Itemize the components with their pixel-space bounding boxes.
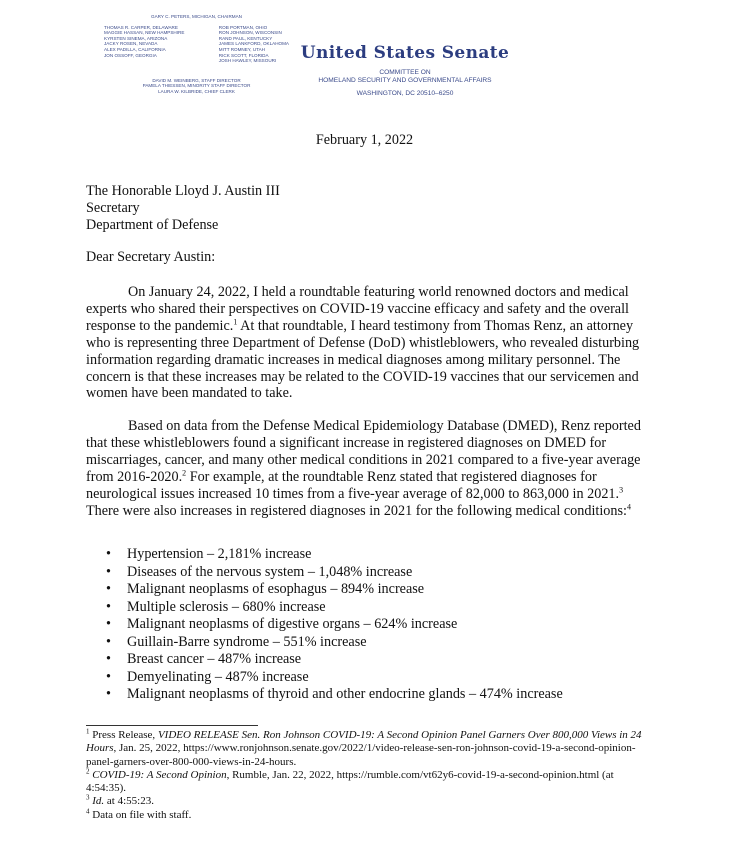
member-name: JAMES LANKFORD, OKLAHOMA	[218, 41, 289, 47]
paragraph-text: Based on data from the Defense Medical Epidemiology Database (DMED), Renz reported that these whistleblowers found a significant increase in registered diagnoses on DMED for miscarriages, cancer, and many other medical conditions in 2021 compared to a five-year average from 2016-2020.	[86, 418, 641, 485]
list-item-text: Diseases of the nervous system – 1,048% increase	[127, 563, 413, 580]
footnote-number: 3	[86, 793, 90, 802]
footnote-number: 4	[86, 807, 90, 816]
member-name: JACKY ROSEN, NEVADA	[104, 41, 158, 47]
footnote-ref-3[interactable]: 3	[619, 484, 624, 494]
list-item	[106, 581, 563, 599]
list-item-text: Malignant neoplasms of digestive organs – 624% increase	[127, 616, 458, 632]
footnote-text: Press Release,	[89, 729, 158, 741]
staff-name: PAMELA THIESSEN, MINORITY STAFF DIRECTOR	[142, 83, 251, 89]
footnote-ref-2[interactable]: 2	[182, 467, 187, 477]
footnote-link[interactable]: , Jan. 25, 2022, https://www.ronjohnson.senate.gov/2022/1/video-release-sen-ron-johnson-covid-19-a-second-opinion-panel-garners-over-800-000-views-in-24-hours.	[86, 742, 636, 768]
addressee-department: Department of Defense	[86, 216, 219, 233]
senate-name: United States Senate	[300, 43, 510, 63]
staff-name: DAVID M. WEINBERG, STAFF DIRECTOR	[152, 77, 241, 83]
footnotes	[86, 729, 656, 822]
list-item-text: Malignant neoplasms of esophagus – 894% increase	[127, 581, 425, 597]
member-name: RAND PAUL, KENTUCKY	[218, 35, 273, 41]
addressee-block	[86, 183, 280, 234]
list-item	[106, 669, 563, 687]
list-item	[106, 546, 563, 564]
paragraph-text: At that roundtable, I heard testimony from Thomas Renz, an attorney who is representing three Department of Defense (DoD) whistleblowers, who revealed disturbing information regarding dramatic increases in medical diagnoses among military personnel. The concern is that these increases may be related to the COVID-19 vaccines that our servicemen and women have been mandated to take.	[86, 317, 640, 402]
committee-address: WASHINGTON, DC 20510–6250	[356, 89, 454, 97]
member-name: JON OSSOFF, GEORGIA	[104, 52, 157, 58]
footnote-3	[86, 795, 656, 808]
senate-letterhead	[300, 43, 510, 97]
footnote-title: VIDEO RELEASE Sen. Ron Johnson COVID-19: A Second Opinion Panel Garners Over 800,000 Views in 24 Hours	[86, 729, 642, 755]
member-name: RICK SCOTT, FLORIDA	[218, 52, 269, 58]
footnote-text: at 4:55:23.	[104, 795, 154, 808]
footnote-text: Data on file with staff.	[89, 808, 192, 821]
footnote-number: 1	[86, 727, 90, 736]
bullet-icon: •	[106, 651, 111, 667]
member-name: JOSH HAWLEY, MISSOURI	[218, 58, 277, 64]
body-paragraph-1	[86, 284, 654, 402]
footnote-4	[86, 809, 656, 822]
member-name: RON JOHNSON, WISCONSIN	[218, 30, 282, 36]
bullet-icon: •	[106, 633, 111, 650]
minority-members	[219, 25, 289, 64]
addressee-title: Secretary	[86, 199, 140, 216]
list-item	[106, 686, 563, 704]
member-columns	[104, 25, 289, 64]
salutation: Dear Secretary Austin:	[86, 249, 216, 265]
footnote-link[interactable]: , Rumble, Jan. 22, 2022, https://rumble.com/vt62y6-covid-19-a-second-opinion.html (at 4:54:35).	[86, 768, 614, 795]
footnote-title: Id.	[92, 795, 105, 808]
list-item	[106, 599, 563, 617]
bullet-icon: •	[106, 598, 111, 615]
list-item	[106, 651, 563, 669]
paragraph-text: There were also increases in registered diagnoses in 2021 for the following medical conditions:	[86, 502, 627, 519]
staff-list	[104, 78, 289, 95]
list-item-text: Guillain-Barre syndrome – 551% increase	[127, 633, 367, 650]
addressee-name: The Honorable Lloyd J. Austin III	[86, 183, 280, 199]
footnote-number: 2	[86, 767, 90, 776]
list-item-text: Multiple sclerosis – 680% increase	[127, 598, 326, 615]
member-name: THOMAS R. CARPER, DELAWARE	[104, 24, 178, 30]
bullet-icon: •	[106, 563, 111, 580]
member-name: MITT ROMNEY, UTAH	[218, 46, 265, 52]
member-name: ALEX PADILLA, CALIFORNIA	[104, 46, 166, 52]
condition-list	[106, 546, 563, 704]
committee-line-2: HOMELAND SECURITY AND GOVERNMENTAL AFFAIRS	[318, 77, 492, 85]
list-item-text: Malignant neoplasms of thyroid and other endocrine glands – 474% increase	[127, 686, 563, 702]
member-name: KYRSTEN SINEMA, ARIZONA	[104, 35, 168, 41]
letter-date: February 1, 2022	[315, 132, 414, 148]
list-item-text: Demyelinating – 487% increase	[127, 668, 309, 685]
list-item	[106, 564, 563, 582]
body-paragraph-2	[86, 418, 654, 519]
committee-line-1: COMMITTEE ON	[379, 69, 431, 76]
footnote-1	[86, 729, 656, 769]
majority-members	[104, 25, 184, 64]
paragraph-text: On January 24, 2022, I held a roundtable featuring world renowned doctors and medical experts who shared their perspectives on COVID-19 vaccine efficacy and safety and the overall response to the pandemic.	[86, 284, 629, 334]
footnote-ref-4[interactable]: 4	[626, 501, 631, 511]
staff-name: LAURA W. KILBRIDE, CHIEF CLERK	[158, 88, 235, 94]
list-item	[106, 634, 563, 652]
list-item	[106, 616, 563, 634]
footnote-title: COVID-19: A Second Opinion	[92, 768, 227, 781]
footnote-2	[86, 769, 656, 796]
bullet-icon: •	[106, 686, 111, 702]
bullet-icon: •	[106, 546, 111, 562]
list-item-text: Hypertension – 2,181% increase	[127, 546, 312, 562]
member-name: MAGGIE HASSAN, NEW HAMPSHIRE	[104, 30, 185, 36]
bullet-icon: •	[106, 581, 111, 597]
chairman-line: GARY C. PETERS, MICHIGAN, CHAIRMAN	[151, 14, 242, 19]
member-name: ROB PORTMAN, OHIO	[218, 24, 268, 30]
bullet-icon: •	[106, 616, 111, 632]
committee-roster	[104, 14, 289, 95]
committee-name	[300, 69, 510, 86]
list-item-text: Breast cancer – 487% increase	[127, 651, 302, 667]
bullet-icon: •	[106, 668, 111, 685]
footnote-divider	[86, 725, 258, 726]
footnote-ref-1[interactable]: 1	[233, 317, 238, 327]
paragraph-text: For example, at the roundtable Renz stated that registered diagnoses for neurological issues increased 10 times from a five-year average of 82,000 to 863,000 in 2021.	[86, 468, 620, 502]
